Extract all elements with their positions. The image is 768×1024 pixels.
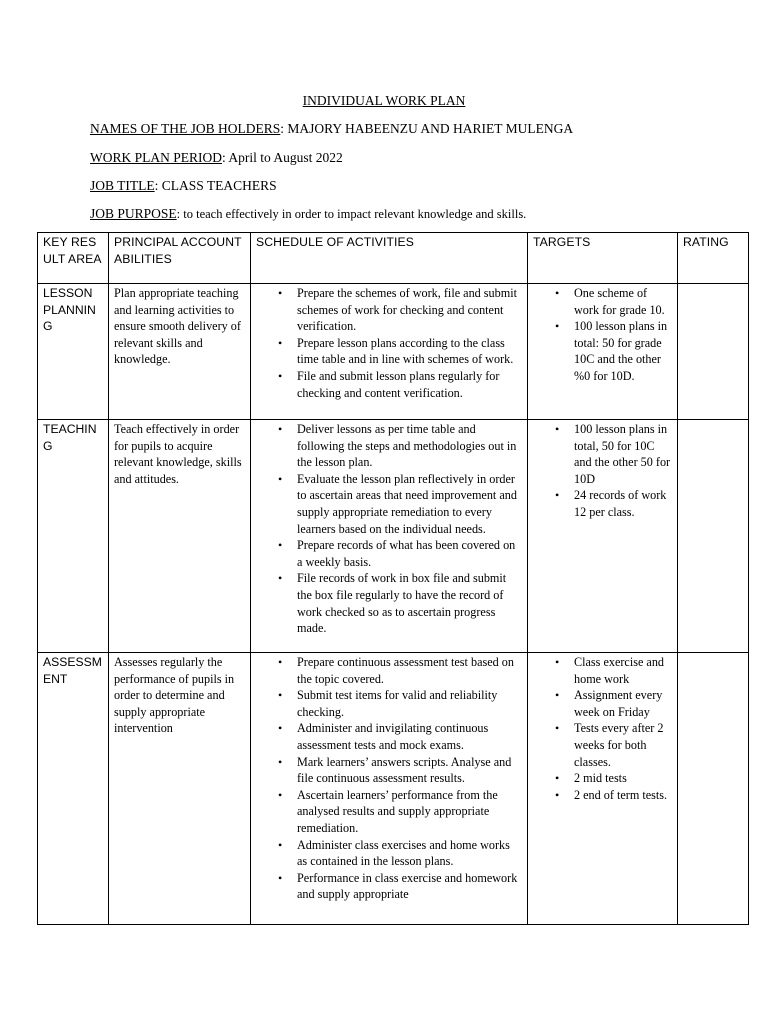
header-key-result-area: KEY RESULT AREA [38,233,109,284]
activities-clip [256,654,522,923]
list-item: • Deliver lessons as per time table and following the steps and methodologies out in the lesson plan. [276,421,522,471]
kra-cell: ASSESSMENT [38,653,109,925]
work-plan-table [37,232,749,925]
job-title-line [90,178,277,194]
header-rating: RATING [678,233,749,284]
job-title-label: JOB TITLE [90,178,155,193]
document-title: INDIVIDUAL WORK PLAN [302,93,466,108]
work-plan-period-label: WORK PLAN PERIOD [90,150,223,165]
principal-cell: Plan appropriate teaching and learning activities to ensure smooth delivery of relevant skills and knowledge. [109,284,251,420]
targets-cell [528,420,678,653]
kra-cell: TEACHING [38,420,109,653]
job-holders-label: NAMES OF THE JOB HOLDERS [90,121,281,136]
list-item: • 24 records of work 12 per class. [553,487,672,520]
activities-cell [251,420,528,653]
list-item: • File and submit lesson plans regularly for checking and content verification. [276,368,522,401]
job-title-value: : CLASS TEACHERS [154,178,277,193]
header-principal-accountabilities: PRINCIPAL ACCOUNTABILITIES [109,233,251,284]
list-item: • Mark learners’ answers scripts. Analyse and file continuous assessment results. [276,754,522,787]
rating-cell [678,420,749,653]
targets-list [553,654,672,803]
activities-cell [251,653,528,925]
list-item: • 100 lesson plans in total: 50 for grade 10C and the other %0 for 10D. [553,318,672,384]
table-header-row [38,233,749,284]
activities-list [276,421,522,637]
job-purpose-label: JOB PURPOSE [90,206,177,221]
list-item: • One scheme of work for grade 10. [553,285,672,318]
list-item: • Submit test items for valid and reliability checking. [276,687,522,720]
list-item: • Prepare the schemes of work, file and submit schemes of work for checking and content verification. [276,285,522,335]
rating-cell [678,284,749,420]
targets-cell [528,284,678,420]
targets-list [553,285,672,385]
list-item: • Administer and invigilating continuous assessment tests and mock exams. [276,720,522,753]
list-item: • Administer class exercises and home works as contained in the lesson plans. [276,837,522,870]
table-row [38,653,749,925]
list-item: • File records of work in box file and submit the box file regularly to have the record of work checked so as to ascertain progress made. [276,570,522,636]
activities-list [276,285,522,401]
list-item: • 2 end of term tests. [553,787,672,804]
list-item: • Prepare records of what has been covered on a weekly basis. [276,537,522,570]
principal-cell: Assesses regularly the performance of pupils in order to determine and supply appropriate intervention [109,653,251,925]
principal-cell: Teach effectively in order for pupils to acquire relevant knowledge, skills and attitudes. [109,420,251,653]
work-plan-period-line [90,150,343,166]
list-item: • Tests every after 2 weeks for both classes. [553,720,672,770]
list-item: • Assignment every week on Friday [553,687,672,720]
job-purpose-value: : to teach effectively in order to impact relevant knowledge and skills. [176,207,527,221]
job-holders-line [90,121,573,137]
list-item: • Prepare lesson plans according to the class time table and in line with schemes of work. [276,335,522,368]
targets-cell [528,653,678,925]
header-targets: TARGETS [528,233,678,284]
activities-cell [251,284,528,420]
list-item: • Performance in class exercise and homework and supply appropriate [276,870,522,903]
work-plan-period-value: : April to August 2022 [222,150,343,165]
list-item: • Evaluate the lesson plan reflectively in order to ascertain areas that need improvement and supply appropriate remediation to every learners based on the individual needs. [276,471,522,537]
job-purpose-line [90,206,526,222]
job-holders-value: : MAJORY HABEENZU AND HARIET MULENGA [280,121,574,136]
table-row [38,420,749,653]
table-row [38,284,749,420]
list-item: • Ascertain learners’ performance from the analysed results and supply appropriate remediation. [276,787,522,837]
targets-list [553,421,672,521]
list-item: • 2 mid tests [553,770,672,787]
list-item: • 100 lesson plans in total, 50 for 10C and the other 50 for 10D [553,421,672,487]
activities-list [276,654,522,903]
list-item: • Prepare continuous assessment test based on the topic covered. [276,654,522,687]
rating-cell [678,653,749,925]
kra-cell: LESSON PLANNING [38,284,109,420]
header-schedule-of-activities: SCHEDULE OF ACTIVITIES [251,233,528,284]
list-item: • Class exercise and home work [553,654,672,687]
